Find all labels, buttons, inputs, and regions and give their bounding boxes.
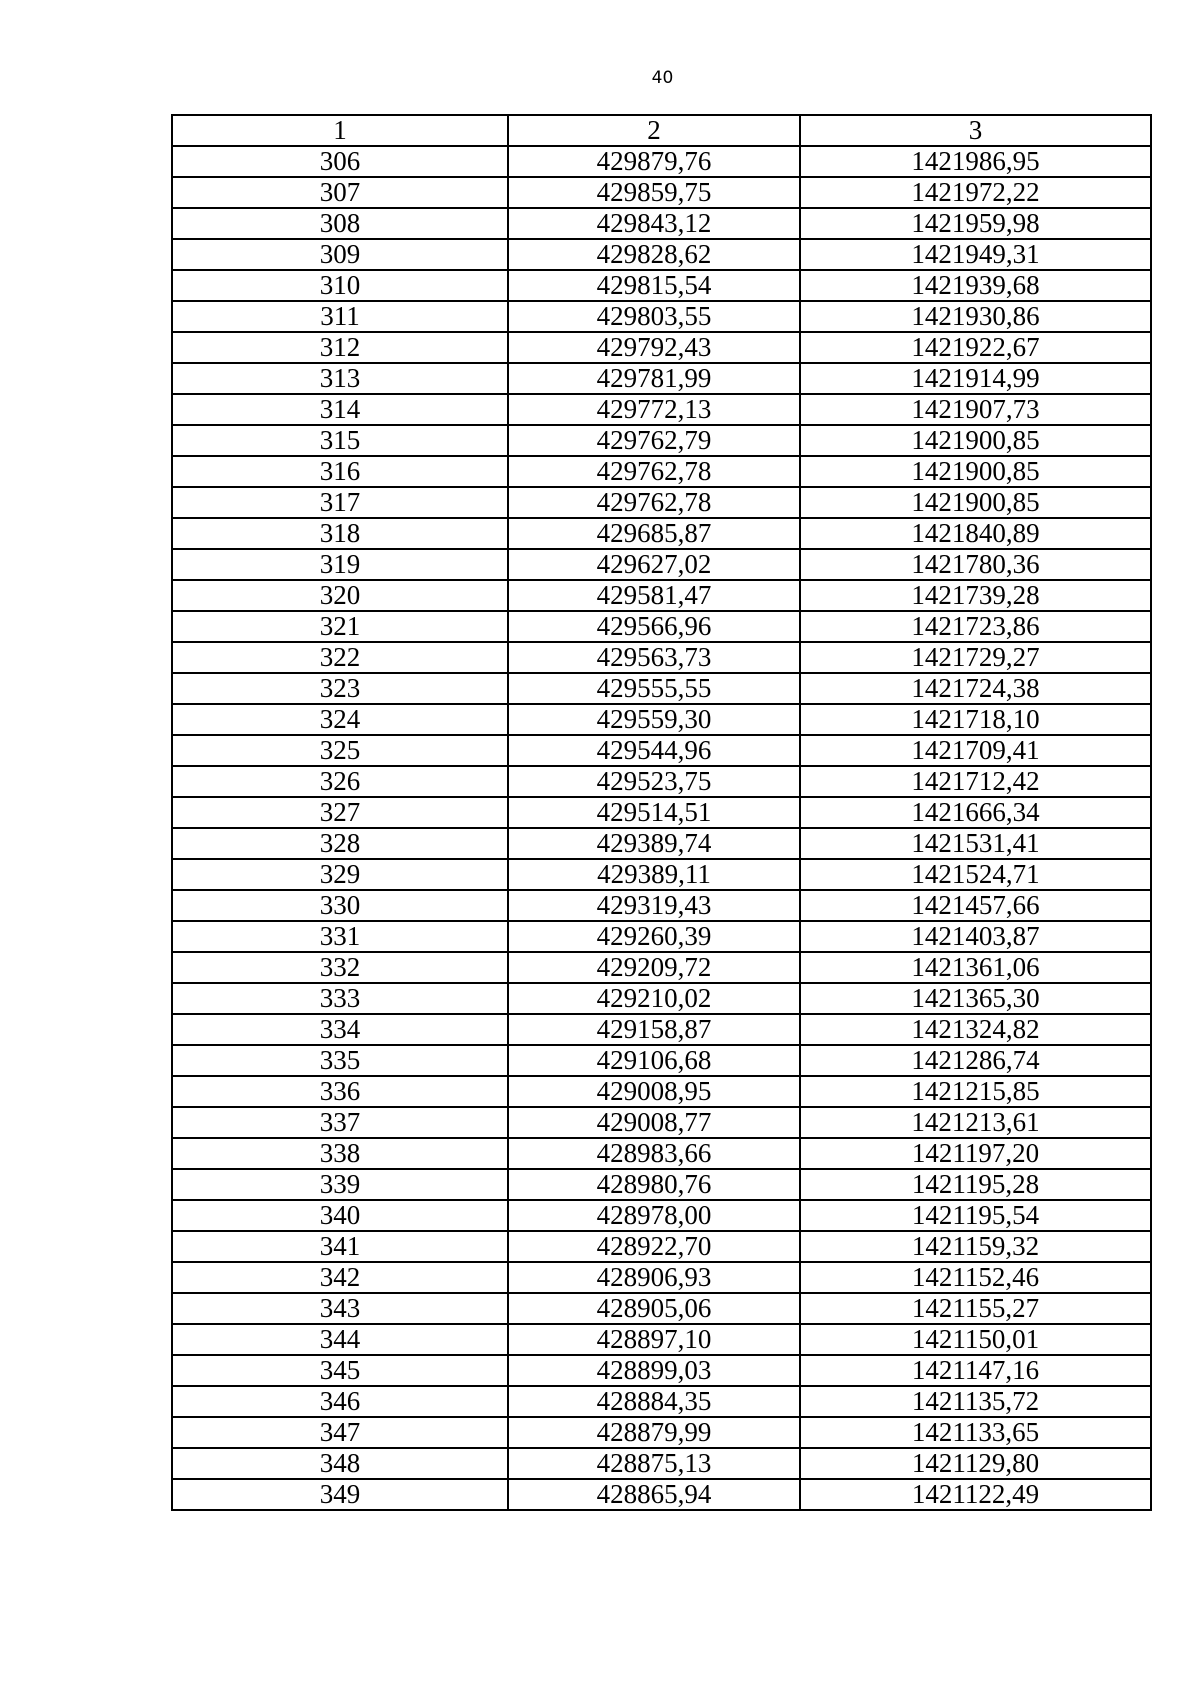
point-number-cell: 331 xyxy=(172,921,508,952)
x-coordinate-cell: 428879,99 xyxy=(508,1417,800,1448)
x-coordinate-cell: 428865,94 xyxy=(508,1479,800,1510)
table-row xyxy=(172,1386,1151,1417)
table-row xyxy=(172,425,1151,456)
x-coordinate-cell: 429762,79 xyxy=(508,425,800,456)
point-number-cell: 318 xyxy=(172,518,508,549)
x-coordinate-cell: 429559,30 xyxy=(508,704,800,735)
x-coordinate-cell: 428875,13 xyxy=(508,1448,800,1479)
table-row xyxy=(172,642,1151,673)
table-row xyxy=(172,921,1151,952)
table-row xyxy=(172,673,1151,704)
point-number-cell: 348 xyxy=(172,1448,508,1479)
table-row xyxy=(172,518,1151,549)
x-coordinate-cell: 429260,39 xyxy=(508,921,800,952)
point-number-cell: 334 xyxy=(172,1014,508,1045)
point-number-cell: 335 xyxy=(172,1045,508,1076)
x-coordinate-cell: 429627,02 xyxy=(508,549,800,580)
x-coordinate-cell: 429008,77 xyxy=(508,1107,800,1138)
y-coordinate-cell: 1421709,41 xyxy=(800,735,1151,766)
y-coordinate-cell: 1421122,49 xyxy=(800,1479,1151,1510)
table-body xyxy=(172,146,1151,1510)
table-row xyxy=(172,332,1151,363)
point-number-cell: 323 xyxy=(172,673,508,704)
y-coordinate-cell: 1421939,68 xyxy=(800,270,1151,301)
y-coordinate-cell: 1421718,10 xyxy=(800,704,1151,735)
y-coordinate-cell: 1421739,28 xyxy=(800,580,1151,611)
table-row xyxy=(172,1448,1151,1479)
x-coordinate-cell: 428906,93 xyxy=(508,1262,800,1293)
x-coordinate-cell: 428899,03 xyxy=(508,1355,800,1386)
point-number-cell: 327 xyxy=(172,797,508,828)
point-number-cell: 345 xyxy=(172,1355,508,1386)
point-number-cell: 311 xyxy=(172,301,508,332)
table-row xyxy=(172,1169,1151,1200)
x-coordinate-cell: 428922,70 xyxy=(508,1231,800,1262)
table-row xyxy=(172,270,1151,301)
y-coordinate-cell: 1421666,34 xyxy=(800,797,1151,828)
point-number-cell: 330 xyxy=(172,890,508,921)
x-coordinate-cell: 429843,12 xyxy=(508,208,800,239)
x-coordinate-cell: 429803,55 xyxy=(508,301,800,332)
x-coordinate-cell: 429879,76 xyxy=(508,146,800,177)
x-coordinate-cell: 428980,76 xyxy=(508,1169,800,1200)
table-row xyxy=(172,177,1151,208)
x-coordinate-cell: 429581,47 xyxy=(508,580,800,611)
point-number-cell: 343 xyxy=(172,1293,508,1324)
y-coordinate-cell: 1421900,85 xyxy=(800,425,1151,456)
point-number-cell: 313 xyxy=(172,363,508,394)
y-coordinate-cell: 1421361,06 xyxy=(800,952,1151,983)
coordinates-table xyxy=(171,114,1152,1511)
x-coordinate-cell: 429544,96 xyxy=(508,735,800,766)
point-number-cell: 349 xyxy=(172,1479,508,1510)
y-coordinate-cell: 1421195,28 xyxy=(800,1169,1151,1200)
x-coordinate-cell: 429566,96 xyxy=(508,611,800,642)
point-number-cell: 322 xyxy=(172,642,508,673)
table-row xyxy=(172,1479,1151,1510)
table-row xyxy=(172,1293,1151,1324)
y-coordinate-cell: 1421129,80 xyxy=(800,1448,1151,1479)
y-coordinate-cell: 1421135,72 xyxy=(800,1386,1151,1417)
point-number-cell: 329 xyxy=(172,859,508,890)
table-row xyxy=(172,1200,1151,1231)
point-number-cell: 346 xyxy=(172,1386,508,1417)
y-coordinate-cell: 1421930,86 xyxy=(800,301,1151,332)
table-row xyxy=(172,1417,1151,1448)
y-coordinate-cell: 1421531,41 xyxy=(800,828,1151,859)
y-coordinate-cell: 1421155,27 xyxy=(800,1293,1151,1324)
x-coordinate-cell: 429762,78 xyxy=(508,456,800,487)
y-coordinate-cell: 1421986,95 xyxy=(800,146,1151,177)
y-coordinate-cell: 1421524,71 xyxy=(800,859,1151,890)
point-number-cell: 308 xyxy=(172,208,508,239)
point-number-cell: 333 xyxy=(172,983,508,1014)
point-number-cell: 326 xyxy=(172,766,508,797)
y-coordinate-cell: 1421403,87 xyxy=(800,921,1151,952)
y-coordinate-cell: 1421195,54 xyxy=(800,1200,1151,1231)
point-number-cell: 338 xyxy=(172,1138,508,1169)
point-number-cell: 337 xyxy=(172,1107,508,1138)
table-row xyxy=(172,952,1151,983)
y-coordinate-cell: 1421197,20 xyxy=(800,1138,1151,1169)
table-row xyxy=(172,208,1151,239)
x-coordinate-cell: 429685,87 xyxy=(508,518,800,549)
x-coordinate-cell: 428897,10 xyxy=(508,1324,800,1355)
point-number-cell: 312 xyxy=(172,332,508,363)
table-row xyxy=(172,797,1151,828)
x-coordinate-cell: 429555,55 xyxy=(508,673,800,704)
point-number-cell: 340 xyxy=(172,1200,508,1231)
y-coordinate-cell: 1421213,61 xyxy=(800,1107,1151,1138)
table-row xyxy=(172,1324,1151,1355)
table-row xyxy=(172,1231,1151,1262)
y-coordinate-cell: 1421286,74 xyxy=(800,1045,1151,1076)
table-row xyxy=(172,828,1151,859)
y-coordinate-cell: 1421215,85 xyxy=(800,1076,1151,1107)
x-coordinate-cell: 429106,68 xyxy=(508,1045,800,1076)
y-coordinate-cell: 1421723,86 xyxy=(800,611,1151,642)
table-row xyxy=(172,983,1151,1014)
table-row xyxy=(172,146,1151,177)
table-row xyxy=(172,1107,1151,1138)
point-number-cell: 319 xyxy=(172,549,508,580)
table-row xyxy=(172,859,1151,890)
table-row xyxy=(172,1076,1151,1107)
table-row xyxy=(172,611,1151,642)
x-coordinate-cell: 429158,87 xyxy=(508,1014,800,1045)
table-row xyxy=(172,239,1151,270)
x-coordinate-cell: 428884,35 xyxy=(508,1386,800,1417)
x-coordinate-cell: 429762,78 xyxy=(508,487,800,518)
point-number-cell: 341 xyxy=(172,1231,508,1262)
point-number-cell: 307 xyxy=(172,177,508,208)
point-number-cell: 328 xyxy=(172,828,508,859)
x-coordinate-cell: 429210,02 xyxy=(508,983,800,1014)
point-number-cell: 324 xyxy=(172,704,508,735)
x-coordinate-cell: 429389,11 xyxy=(508,859,800,890)
y-coordinate-cell: 1421922,67 xyxy=(800,332,1151,363)
table-row xyxy=(172,1355,1151,1386)
x-coordinate-cell: 429389,74 xyxy=(508,828,800,859)
y-coordinate-cell: 1421712,42 xyxy=(800,766,1151,797)
x-coordinate-cell: 428978,00 xyxy=(508,1200,800,1231)
table-row xyxy=(172,549,1151,580)
point-number-cell: 309 xyxy=(172,239,508,270)
x-coordinate-cell: 429781,99 xyxy=(508,363,800,394)
column-header-1: 1 xyxy=(172,115,508,146)
point-number-cell: 315 xyxy=(172,425,508,456)
x-coordinate-cell: 429828,62 xyxy=(508,239,800,270)
y-coordinate-cell: 1421780,36 xyxy=(800,549,1151,580)
x-coordinate-cell: 428983,66 xyxy=(508,1138,800,1169)
point-number-cell: 325 xyxy=(172,735,508,766)
table-row xyxy=(172,890,1151,921)
table-row xyxy=(172,487,1151,518)
x-coordinate-cell: 429319,43 xyxy=(508,890,800,921)
y-coordinate-cell: 1421900,85 xyxy=(800,456,1151,487)
y-coordinate-cell: 1421914,99 xyxy=(800,363,1151,394)
point-number-cell: 317 xyxy=(172,487,508,518)
table-row xyxy=(172,1014,1151,1045)
x-coordinate-cell: 429792,43 xyxy=(508,332,800,363)
point-number-cell: 310 xyxy=(172,270,508,301)
page-number: 40 xyxy=(651,68,674,88)
point-number-cell: 320 xyxy=(172,580,508,611)
table-row xyxy=(172,580,1151,611)
point-number-cell: 316 xyxy=(172,456,508,487)
x-coordinate-cell: 429514,51 xyxy=(508,797,800,828)
table-header-row xyxy=(172,115,1151,146)
y-coordinate-cell: 1421949,31 xyxy=(800,239,1151,270)
table-row xyxy=(172,1138,1151,1169)
x-coordinate-cell: 429008,95 xyxy=(508,1076,800,1107)
y-coordinate-cell: 1421724,38 xyxy=(800,673,1151,704)
y-coordinate-cell: 1421159,32 xyxy=(800,1231,1151,1262)
table-row xyxy=(172,394,1151,425)
column-header-2: 2 xyxy=(508,115,800,146)
x-coordinate-cell: 429772,13 xyxy=(508,394,800,425)
table-row xyxy=(172,456,1151,487)
y-coordinate-cell: 1421729,27 xyxy=(800,642,1151,673)
y-coordinate-cell: 1421133,65 xyxy=(800,1417,1151,1448)
table-row xyxy=(172,704,1151,735)
y-coordinate-cell: 1421150,01 xyxy=(800,1324,1151,1355)
table-row xyxy=(172,363,1151,394)
y-coordinate-cell: 1421365,30 xyxy=(800,983,1151,1014)
x-coordinate-cell: 429563,73 xyxy=(508,642,800,673)
x-coordinate-cell: 429859,75 xyxy=(508,177,800,208)
y-coordinate-cell: 1421900,85 xyxy=(800,487,1151,518)
y-coordinate-cell: 1421840,89 xyxy=(800,518,1151,549)
y-coordinate-cell: 1421457,66 xyxy=(800,890,1151,921)
y-coordinate-cell: 1421324,82 xyxy=(800,1014,1151,1045)
x-coordinate-cell: 429209,72 xyxy=(508,952,800,983)
table-row xyxy=(172,735,1151,766)
x-coordinate-cell: 428905,06 xyxy=(508,1293,800,1324)
y-coordinate-cell: 1421147,16 xyxy=(800,1355,1151,1386)
y-coordinate-cell: 1421972,22 xyxy=(800,177,1151,208)
x-coordinate-cell: 429523,75 xyxy=(508,766,800,797)
point-number-cell: 314 xyxy=(172,394,508,425)
table-row xyxy=(172,1045,1151,1076)
column-header-3: 3 xyxy=(800,115,1151,146)
table-row xyxy=(172,1262,1151,1293)
point-number-cell: 347 xyxy=(172,1417,508,1448)
table-row xyxy=(172,766,1151,797)
y-coordinate-cell: 1421907,73 xyxy=(800,394,1151,425)
point-number-cell: 339 xyxy=(172,1169,508,1200)
point-number-cell: 306 xyxy=(172,146,508,177)
point-number-cell: 321 xyxy=(172,611,508,642)
y-coordinate-cell: 1421152,46 xyxy=(800,1262,1151,1293)
point-number-cell: 336 xyxy=(172,1076,508,1107)
point-number-cell: 332 xyxy=(172,952,508,983)
point-number-cell: 344 xyxy=(172,1324,508,1355)
y-coordinate-cell: 1421959,98 xyxy=(800,208,1151,239)
point-number-cell: 342 xyxy=(172,1262,508,1293)
x-coordinate-cell: 429815,54 xyxy=(508,270,800,301)
table-row xyxy=(172,301,1151,332)
